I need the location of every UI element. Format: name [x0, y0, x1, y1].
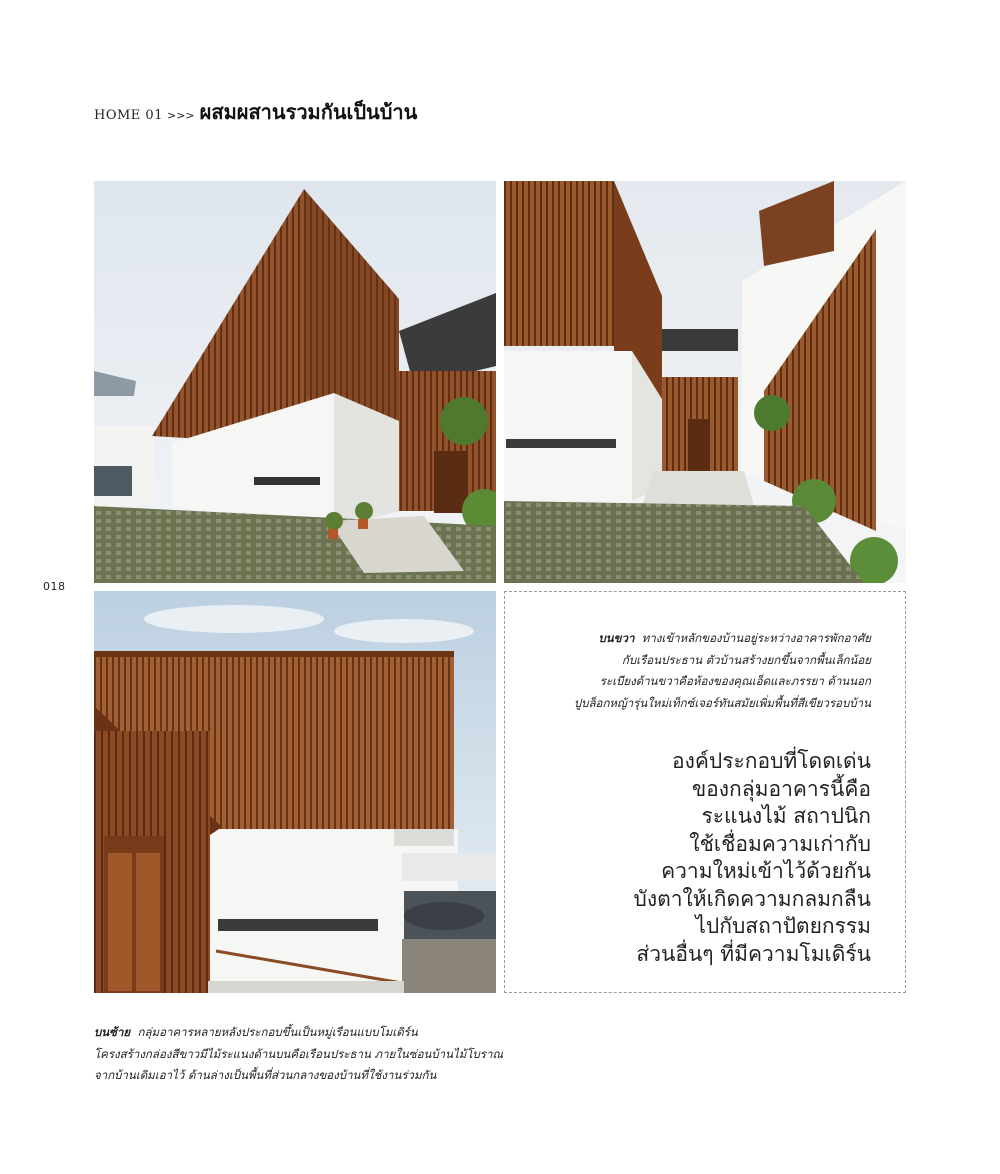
pull-quote-line-3: ระแนงไม้ สถาปนิก — [701, 804, 871, 828]
section-arrows: >>> — [166, 109, 195, 122]
pull-quote-line-2: ของกลุ่มอาคารนี้คือ — [691, 776, 871, 801]
page-number: 018 — [43, 580, 66, 593]
photo-top-left — [94, 181, 496, 583]
caption-top-left-line-2: โครงสร้างกล่องสีขาวมีไม้ระแนงด้านบนคือเรือนประธาน ภายในซ่อนบ้านไม้โบราณ — [94, 1046, 504, 1061]
caption-top-right-line-3: ระเบียงด้านขวาคือห้องของคุณเอ็ดและภรรยา ด้านนอก — [599, 674, 871, 688]
caption-top-left-line-3: จากบ้านเดิมเอาไว้ ด้านล่างเป็นพื้นที่ส่วนกลางของบ้านที่ใช้งานร่วมกัน — [94, 1068, 437, 1082]
pull-quote-line-8: ส่วนอื่นๆ ที่มีความโมเดิร์น — [636, 941, 871, 966]
section-label: HOME 01 — [94, 108, 163, 123]
caption-top-left-lead: บนซ้าย — [94, 1025, 131, 1039]
caption-top-right-line-2: กับเรือนประธาน ตัวบ้านสร้างยกขึ้นจากพื้นเล็กน้อย — [621, 652, 871, 667]
photo-bottom-left — [94, 591, 496, 993]
caption-top-right-line-4: ปูบล็อกหญ้ารุ่นใหม่เท็กซ์เจอร์ทันสมัยเพิ่มพื้นที่สีเขียวรอบบ้าน — [573, 695, 871, 710]
pull-quote — [551, 748, 871, 968]
caption-top-left-line-1: กลุ่มอาคารหลายหลังประกอบขึ้นเป็นหมู่เรือนแบบโมเดิร์น — [137, 1025, 418, 1039]
caption-box — [504, 591, 906, 993]
pull-quote-line-6: บังตาให้เกิดความกลมกลืน — [633, 886, 871, 911]
caption-top-left — [94, 1022, 574, 1087]
pull-quote-line-4: ใช้เชื่อมความเก่ากับ — [689, 831, 871, 856]
photo-top-right — [504, 181, 906, 583]
pull-quote-line-7: ไปกับสถาปัตยกรรม — [695, 914, 871, 938]
caption-top-right — [531, 628, 871, 714]
pull-quote-line-5: ความใหม่เข้าไว้ด้วยกัน — [661, 859, 871, 883]
page-title: ผสมผสานรวมกันเป็นบ้าน — [199, 100, 418, 124]
pull-quote-line-1: องค์ประกอบที่โดดเด่น — [671, 749, 871, 773]
page-header — [94, 96, 417, 128]
caption-top-right-lead: บนขวา — [598, 631, 635, 645]
caption-top-right-line-1: ทางเข้าหลักของบ้านอยู่ระหว่างอาคารพักอาศัย — [641, 631, 871, 645]
